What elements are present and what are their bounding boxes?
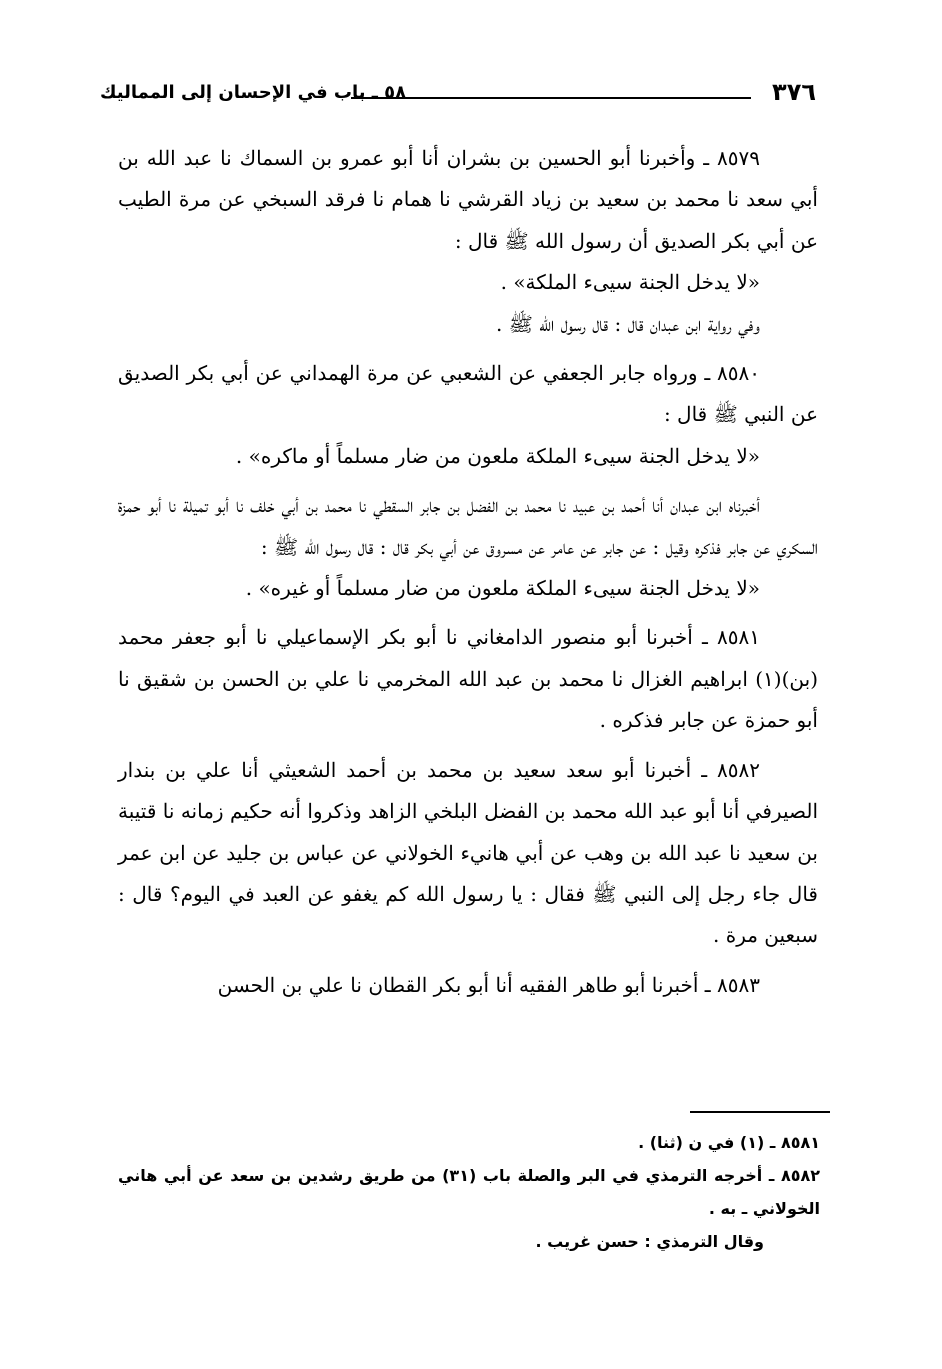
footnote-rule: [690, 1111, 830, 1113]
spacer: [118, 345, 818, 353]
spacer: [118, 477, 818, 485]
hadith-8580: ٨٥٨٠ ـ ورواه جابر الجعفي عن الشعبي عن مرة الهمداني عن أبي بكر الصديق عن النبي ﷺ قال :: [118, 361, 818, 427]
narration-note: وفي رواية ابن عبدان قال : قال رسول الله ﷺ .: [496, 311, 760, 336]
hadith-quote: «لا يدخل الجنة سيىء الملكة» .: [500, 270, 760, 295]
narration-chain: أخبرناه ابن عبدان أنا أحمد بن عبيد نا محمد بن الفضل بن جابر السقطي نا محمد بن أبي خلف نا أبو تميلة نا أبو حمزة السكري عن جابر فذكره وقيل : عن جابر عن عامر عن مسروق عن أبي بكر قال : قال رسول الله ﷺ :: [118, 493, 818, 559]
hadith-quote: «لا يدخل الجنة سيىء الملكة ملعون من ضار مسلماً أو غيره» .: [245, 576, 760, 601]
hadith-8582: ٨٥٨٢ ـ أخبرنا أبو سعد سعيد بن محمد بن أحمد الشعيثي أنا علي بن بندار الصيرفي أنا أبو عبد الله محمد بن الفضل البلخي الزاهد وذكروا أنه حكيم زمانه نا قتيبة بن سعيد نا عبد الله بن وهب عن أبي هانيء الخولاني عن عباس بن جليد عن ابن عمر قال جاء رجل إلى النبي ﷺ فقال : يا رسول الله كم يغفو عن العبد في اليوم؟ قال : سبعين مرة .: [118, 757, 818, 948]
hadith-8579: ٨٥٧٩ ـ وأخبرنا أبو الحسين بن بشران أنا أبو عمرو بن السماك نا عبد الله بن أبي سعد نا محمد بن سعيد بن زياد القرشي نا همام نا فرقد السبخي عن مرة الطيب عن أبي بكر الصديق أن رسول الله ﷺ قال :: [118, 146, 818, 253]
chapter-title: ٥٨ ـ باب في الإحسان إلى المماليك: [100, 82, 407, 103]
spacer: [118, 742, 818, 750]
hadith-8581: ٨٥٨١ ـ أخبرنا أبو منصور الدامغاني نا أبو بكر الإسماعيلي نا أبو جعفر محمد (بن)(١) ابراهيم الغزال نا محمد بن عبد الله المخرمي نا علي بن الحسن بن شقيق نا أبو حمزة عن جابر فذكره .: [118, 625, 818, 733]
footnote-8581: ٨٥٨١ ـ (١) في ن (ثنا) .: [638, 1133, 820, 1152]
page-number: ٣٧٦: [772, 78, 816, 106]
footnote-8582: ٨٥٨٢ ـ أخرجه الترمذي في البر والصلة باب (٣١) من طريق رشدين بن سعد عن أبي هاني الخولاني ـ به .: [118, 1166, 820, 1218]
header-rule: [351, 97, 751, 99]
hadith-quote: «لا يدخل الجنة سيىء الملكة ملعون من ضار مسلماً أو ماكره» .: [235, 443, 760, 468]
footnotes: [118, 1126, 820, 1258]
spacer: [118, 957, 818, 965]
footnote-tirmidhi-grading: وقال الترمذي : حسن غريب .: [535, 1232, 764, 1251]
spacer: [118, 609, 818, 617]
main-text: [118, 138, 818, 1006]
hadith-8583: ٨٥٨٣ ـ أخبرنا أبو طاهر الفقيه أنا أبو بكر القطان نا علي بن الحسن: [217, 972, 760, 997]
page-header: [100, 78, 816, 114]
